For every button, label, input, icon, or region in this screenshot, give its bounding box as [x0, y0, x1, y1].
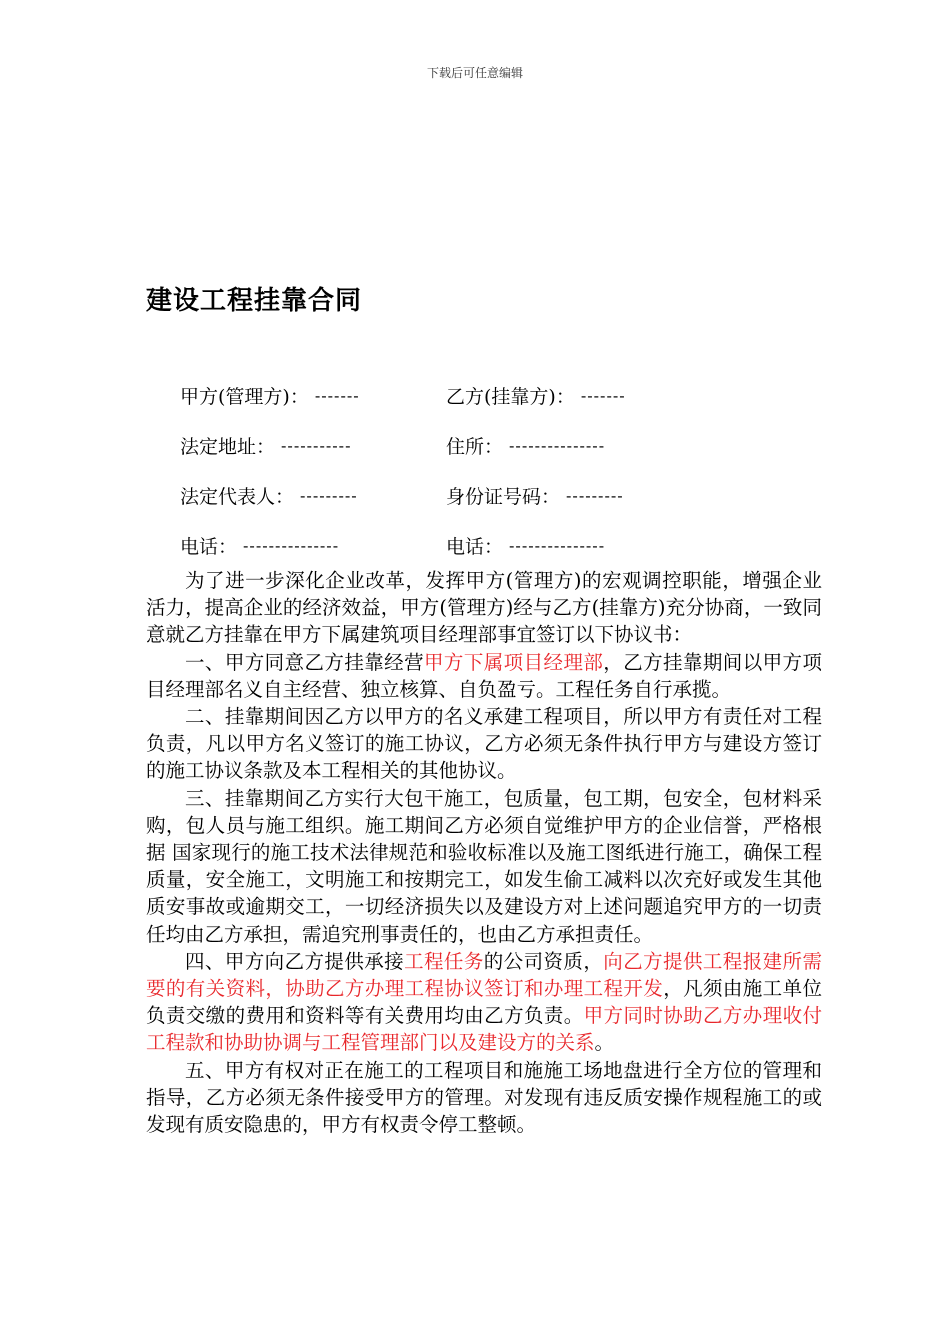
field-label: 身份证号码： — [446, 485, 561, 508]
party-a-field — [180, 382, 446, 409]
clause-5-paragraph: 五、甲方有权对正在施工的工程项目和施施工场地盘进行全方位的管理和指导，乙方必须无条件接受甲方的管理。对发现有违反质安操作规程施工的或发现有质安隐患的，甲方有权责令停工整顿。 — [146, 1058, 822, 1137]
blank-line: ----------- — [281, 435, 352, 455]
clause-1-paragraph — [146, 649, 822, 703]
field-label: 法定地址： — [180, 435, 276, 458]
contract-body — [146, 567, 822, 1138]
party-info-fields — [180, 370, 720, 570]
blank-line: ------- — [580, 385, 626, 405]
field-label: 乙方(挂靠方)： — [446, 385, 575, 408]
document-title: 建设工程挂靠合同 — [146, 286, 363, 316]
clause-2-paragraph: 二、挂靠期间因乙方以甲方的名义承建工程项目，所以甲方有责任对工程负责，凡以甲方名义签订的施工协议，乙方必须无条件执行甲方与建设方签订的施工协议条款及本工程相关的其他协议。 — [146, 705, 822, 783]
blank-line: --------------- — [243, 535, 340, 555]
field-row-phone — [180, 520, 720, 570]
blank-line: --------------- — [509, 435, 606, 455]
field-label: 电话： — [446, 535, 504, 558]
clause-text: 。 — [594, 1031, 615, 1055]
blank-line: ------- — [314, 385, 360, 405]
blank-line: --------- — [566, 485, 624, 505]
id-number-field — [446, 482, 716, 509]
highlighted-text: 甲方下属项目经理部 — [424, 650, 604, 674]
highlighted-text: 甲方同时协助乙方办理收付工程款和协助协调与工程管理部门以及建设方的关系 — [146, 1004, 822, 1055]
highlighted-text: 工程任务 — [404, 949, 484, 973]
clause-text: 一、甲方同意乙方挂靠经营 — [185, 650, 425, 674]
blank-line: --------- — [300, 485, 358, 505]
field-label: 住所： — [446, 435, 504, 458]
field-row-party — [180, 370, 720, 420]
clause-text: ，凡须由施工单位负责交缴的费用和资料等有关费用均由乙方负责。 — [146, 977, 822, 1028]
field-row-address — [180, 420, 720, 470]
clause-text: 四、甲方向乙方提供承接 — [185, 949, 405, 973]
party-b-field — [446, 382, 716, 409]
legal-address-field — [180, 432, 446, 459]
field-label: 甲方(管理方)： — [180, 385, 309, 408]
field-label: 电话： — [180, 535, 238, 558]
field-label: 法定代表人： — [180, 485, 295, 508]
residence-field — [446, 432, 716, 459]
clause-text: ，乙方挂靠期间以甲方项目经理部名义自主经营、独立核算、自负盈亏。工程任务自行承揽。 — [146, 650, 822, 701]
party-b-phone-field — [446, 532, 716, 559]
clause-3-paragraph: 三、挂靠期间乙方实行大包干施工，包质量，包工期，包安全，包材料采购，包人员与施工组织。施工期间乙方必须自觉维护甲方的企业信誉，严格根据 国家现行的施工技术法律规范和验收标准以及施工图纸进行施工，确保工程质量，安全施工，文明施工和按期完工，如发生偷工减料以次充好或发生其他质安事故或逾期交工，一切经济损失以及建设方对上述问题追究甲方的一切责任均由乙方承担，需追究刑事责任的，也由乙方承担责任。 — [146, 786, 822, 946]
clause-text: 的公司资质， — [483, 949, 604, 973]
blank-line: --------------- — [509, 535, 606, 555]
field-row-representative — [180, 470, 720, 520]
party-a-phone-field — [180, 532, 446, 559]
clause-4-paragraph — [146, 948, 822, 1057]
highlighted-text: 向乙方提供工程报建所需要的有关资料，协助乙方办理工程协议签订和办理工程开发 — [146, 949, 822, 1001]
header-note: 下载后可任意编辑 — [426, 66, 523, 80]
legal-representative-field — [180, 482, 446, 509]
preamble-paragraph: 为了进一步深化企业改革，发挥甲方(管理方)的宏观调控职能，增强企业活力，提高企业的经济效益，甲方(管理方)经与乙方(挂靠方)充分协商，一致同意就乙方挂靠在甲方下属建筑项目经理部事宜签订以下协议书： — [146, 569, 822, 647]
